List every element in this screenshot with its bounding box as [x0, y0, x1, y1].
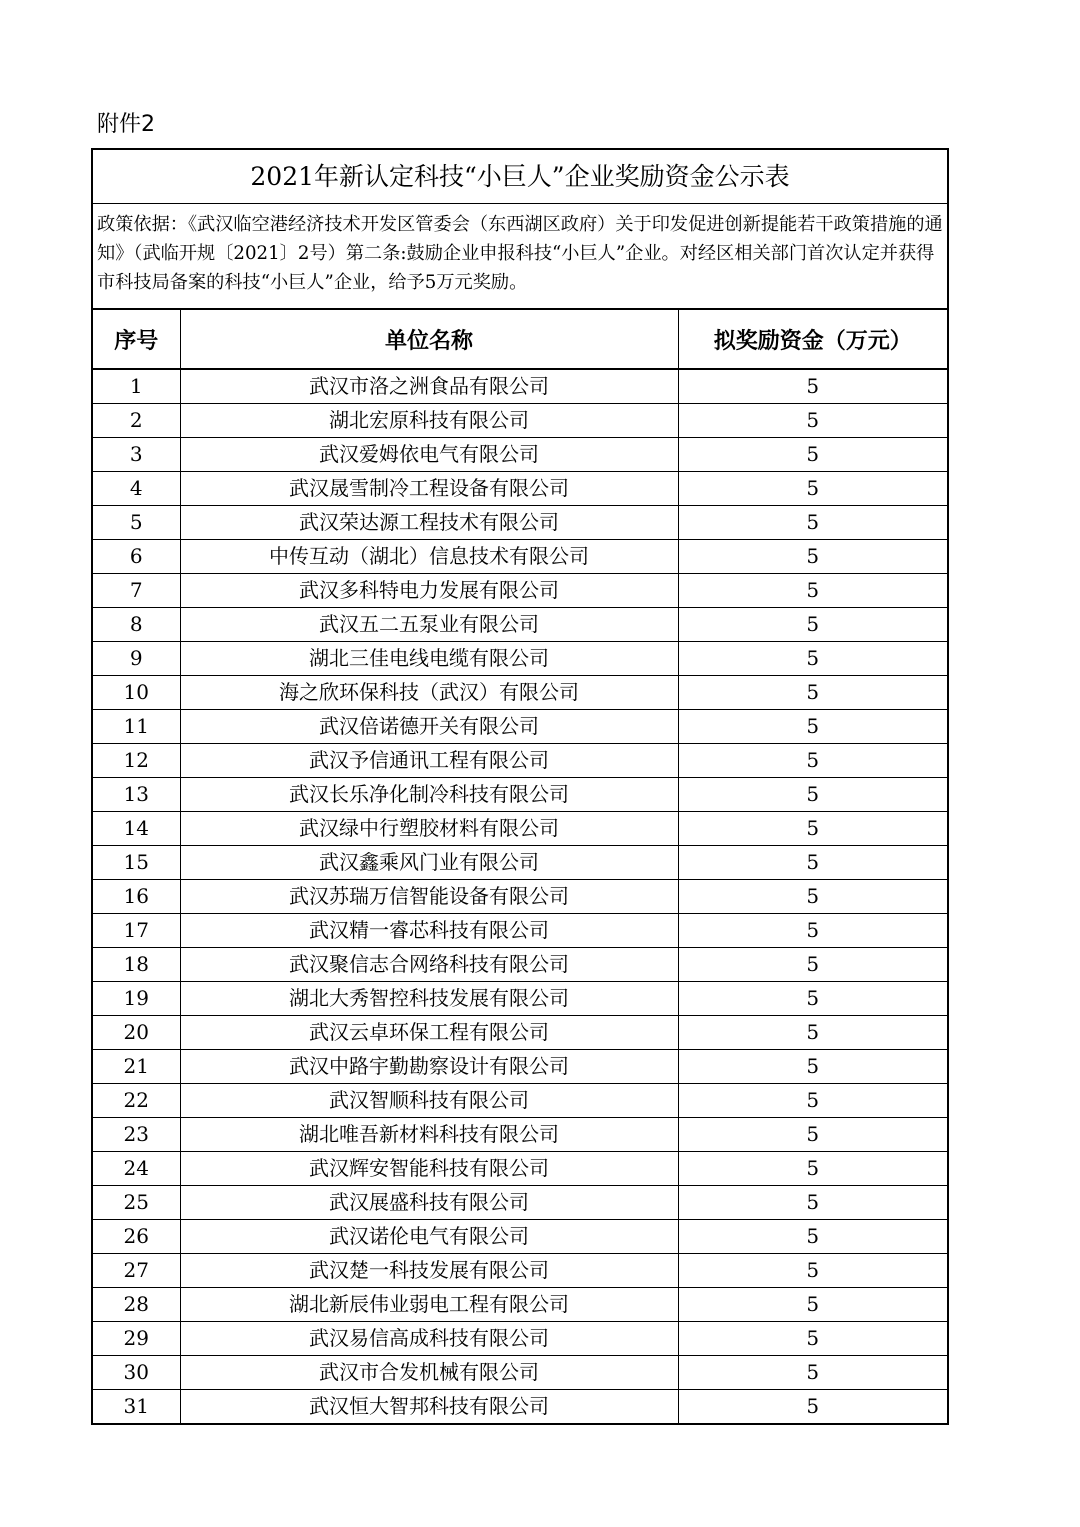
- award-amount: 5: [678, 948, 947, 982]
- column-header-name: 单位名称: [180, 310, 678, 369]
- table-row: [93, 404, 947, 438]
- company-name: 武汉展盛科技有限公司: [180, 1186, 678, 1220]
- award-amount: 5: [678, 1220, 947, 1254]
- company-name: 武汉长乐净化制冷科技有限公司: [180, 778, 678, 812]
- award-amount: 5: [678, 1356, 947, 1390]
- row-number: 1: [93, 369, 180, 404]
- table-row: [93, 914, 947, 948]
- award-amount: 5: [678, 1118, 947, 1152]
- company-name: 湖北大秀智控科技发展有限公司: [180, 982, 678, 1016]
- award-amount: 5: [678, 1322, 947, 1356]
- row-number: 22: [93, 1084, 180, 1118]
- award-amount: 5: [678, 1084, 947, 1118]
- policy-basis-text: 政策依据：《武汉临空港经济技术开发区管委会（东西湖区政府）关于印发促进创新提能若干政策措施的通知》（武临开规〔2021〕2号）第二条:鼓励企业申报科技“小巨人”企业。对经区相关部门首次认定并获得市科技局备案的科技“小巨人”企业，给予5万元奖励。: [93, 204, 947, 310]
- row-number: 19: [93, 982, 180, 1016]
- company-name: 武汉精一睿芯科技有限公司: [180, 914, 678, 948]
- company-name: 武汉恒大智邦科技有限公司: [180, 1390, 678, 1424]
- award-amount: 5: [678, 880, 947, 914]
- company-name: 中传互动（湖北）信息技术有限公司: [180, 540, 678, 574]
- row-number: 10: [93, 676, 180, 710]
- row-number: 7: [93, 574, 180, 608]
- table-row: [93, 540, 947, 574]
- row-number: 13: [93, 778, 180, 812]
- company-name: 武汉多科特电力发展有限公司: [180, 574, 678, 608]
- row-number: 23: [93, 1118, 180, 1152]
- award-table-sheet: [91, 148, 949, 1425]
- row-number: 26: [93, 1220, 180, 1254]
- table-row: [93, 438, 947, 472]
- table-row: [93, 1152, 947, 1186]
- award-amount: 5: [678, 1050, 947, 1084]
- row-number: 16: [93, 880, 180, 914]
- company-name: 武汉云卓环保工程有限公司: [180, 1016, 678, 1050]
- row-number: 11: [93, 710, 180, 744]
- row-number: 12: [93, 744, 180, 778]
- table-row: [93, 1016, 947, 1050]
- table-row: [93, 1186, 947, 1220]
- company-name: 武汉鑫乘风门业有限公司: [180, 846, 678, 880]
- company-name: 武汉予信通讯工程有限公司: [180, 744, 678, 778]
- company-name: 武汉易信高成科技有限公司: [180, 1322, 678, 1356]
- award-amount: 5: [678, 472, 947, 506]
- table-row: [93, 812, 947, 846]
- row-number: 17: [93, 914, 180, 948]
- company-name: 湖北宏原科技有限公司: [180, 404, 678, 438]
- table-row: [93, 1220, 947, 1254]
- row-number: 31: [93, 1390, 180, 1424]
- row-number: 18: [93, 948, 180, 982]
- company-name: 湖北三佳电线电缆有限公司: [180, 642, 678, 676]
- row-number: 30: [93, 1356, 180, 1390]
- award-amount: 5: [678, 1186, 947, 1220]
- company-name: 武汉五二五泵业有限公司: [180, 608, 678, 642]
- table-row: [93, 676, 947, 710]
- award-amount: 5: [678, 982, 947, 1016]
- row-number: 27: [93, 1254, 180, 1288]
- column-header-no: 序号: [93, 310, 180, 369]
- column-header-amount: 拟奖励资金（万元）: [678, 310, 947, 369]
- row-number: 5: [93, 506, 180, 540]
- table-title: 2021年新认定科技“小巨人”企业奖励资金公示表: [93, 150, 947, 204]
- table-row: [93, 982, 947, 1016]
- company-name: 武汉诺伦电气有限公司: [180, 1220, 678, 1254]
- table-row: [93, 744, 947, 778]
- table-row: [93, 1254, 947, 1288]
- table-row: [93, 880, 947, 914]
- award-amount: 5: [678, 812, 947, 846]
- award-amount: 5: [678, 540, 947, 574]
- table-row: [93, 369, 947, 404]
- table-row: [93, 1084, 947, 1118]
- award-amount: 5: [678, 1254, 947, 1288]
- company-name: 湖北新辰伟业弱电工程有限公司: [180, 1288, 678, 1322]
- table-row: [93, 1322, 947, 1356]
- company-name: 武汉楚一科技发展有限公司: [180, 1254, 678, 1288]
- award-amount: 5: [678, 438, 947, 472]
- company-name: 武汉晟雪制冷工程设备有限公司: [180, 472, 678, 506]
- company-name: 湖北唯吾新材料科技有限公司: [180, 1118, 678, 1152]
- company-name: 海之欣环保科技（武汉）有限公司: [180, 676, 678, 710]
- award-amount: 5: [678, 574, 947, 608]
- table-row: [93, 1356, 947, 1390]
- table-row: [93, 1390, 947, 1424]
- row-number: 4: [93, 472, 180, 506]
- table-row: [93, 948, 947, 982]
- award-amount: 5: [678, 608, 947, 642]
- table-row: [93, 846, 947, 880]
- award-amount: 5: [678, 676, 947, 710]
- company-name: 武汉聚信志合网络科技有限公司: [180, 948, 678, 982]
- award-amount: 5: [678, 778, 947, 812]
- row-number: 8: [93, 608, 180, 642]
- row-number: 28: [93, 1288, 180, 1322]
- award-amount: 5: [678, 506, 947, 540]
- table-row: [93, 642, 947, 676]
- company-name: 武汉倍诺德开关有限公司: [180, 710, 678, 744]
- company-name: 武汉中路宇勤勘察设计有限公司: [180, 1050, 678, 1084]
- company-name: 武汉市合发机械有限公司: [180, 1356, 678, 1390]
- company-name: 武汉智顺科技有限公司: [180, 1084, 678, 1118]
- row-number: 6: [93, 540, 180, 574]
- table-row: [93, 472, 947, 506]
- attachment-label: 附件2: [97, 112, 155, 137]
- row-number: 14: [93, 812, 180, 846]
- award-table: [93, 310, 947, 1423]
- award-amount: 5: [678, 369, 947, 404]
- award-amount: 5: [678, 1288, 947, 1322]
- row-number: 20: [93, 1016, 180, 1050]
- company-name: 武汉苏瑞万信智能设备有限公司: [180, 880, 678, 914]
- table-row: [93, 1118, 947, 1152]
- table-row: [93, 710, 947, 744]
- award-amount: 5: [678, 846, 947, 880]
- award-amount: 5: [678, 914, 947, 948]
- row-number: 25: [93, 1186, 180, 1220]
- row-number: 9: [93, 642, 180, 676]
- award-amount: 5: [678, 744, 947, 778]
- award-amount: 5: [678, 404, 947, 438]
- table-row: [93, 608, 947, 642]
- award-amount: 5: [678, 710, 947, 744]
- table-header-row: [93, 310, 947, 369]
- table-row: [93, 1050, 947, 1084]
- row-number: 3: [93, 438, 180, 472]
- row-number: 24: [93, 1152, 180, 1186]
- table-row: [93, 574, 947, 608]
- table-row: [93, 1288, 947, 1322]
- company-name: 武汉市洛之洲食品有限公司: [180, 369, 678, 404]
- company-name: 武汉辉安智能科技有限公司: [180, 1152, 678, 1186]
- table-row: [93, 778, 947, 812]
- company-name: 武汉绿中行塑胶材料有限公司: [180, 812, 678, 846]
- table-row: [93, 506, 947, 540]
- row-number: 29: [93, 1322, 180, 1356]
- award-amount: 5: [678, 1152, 947, 1186]
- row-number: 15: [93, 846, 180, 880]
- row-number: 2: [93, 404, 180, 438]
- award-amount: 5: [806, 1394, 820, 1418]
- company-name: 武汉爱姆依电气有限公司: [180, 438, 678, 472]
- award-amount: 5: [678, 642, 947, 676]
- award-amount: 5: [678, 1016, 947, 1050]
- company-name: 武汉荣达源工程技术有限公司: [180, 506, 678, 540]
- row-number: 21: [93, 1050, 180, 1084]
